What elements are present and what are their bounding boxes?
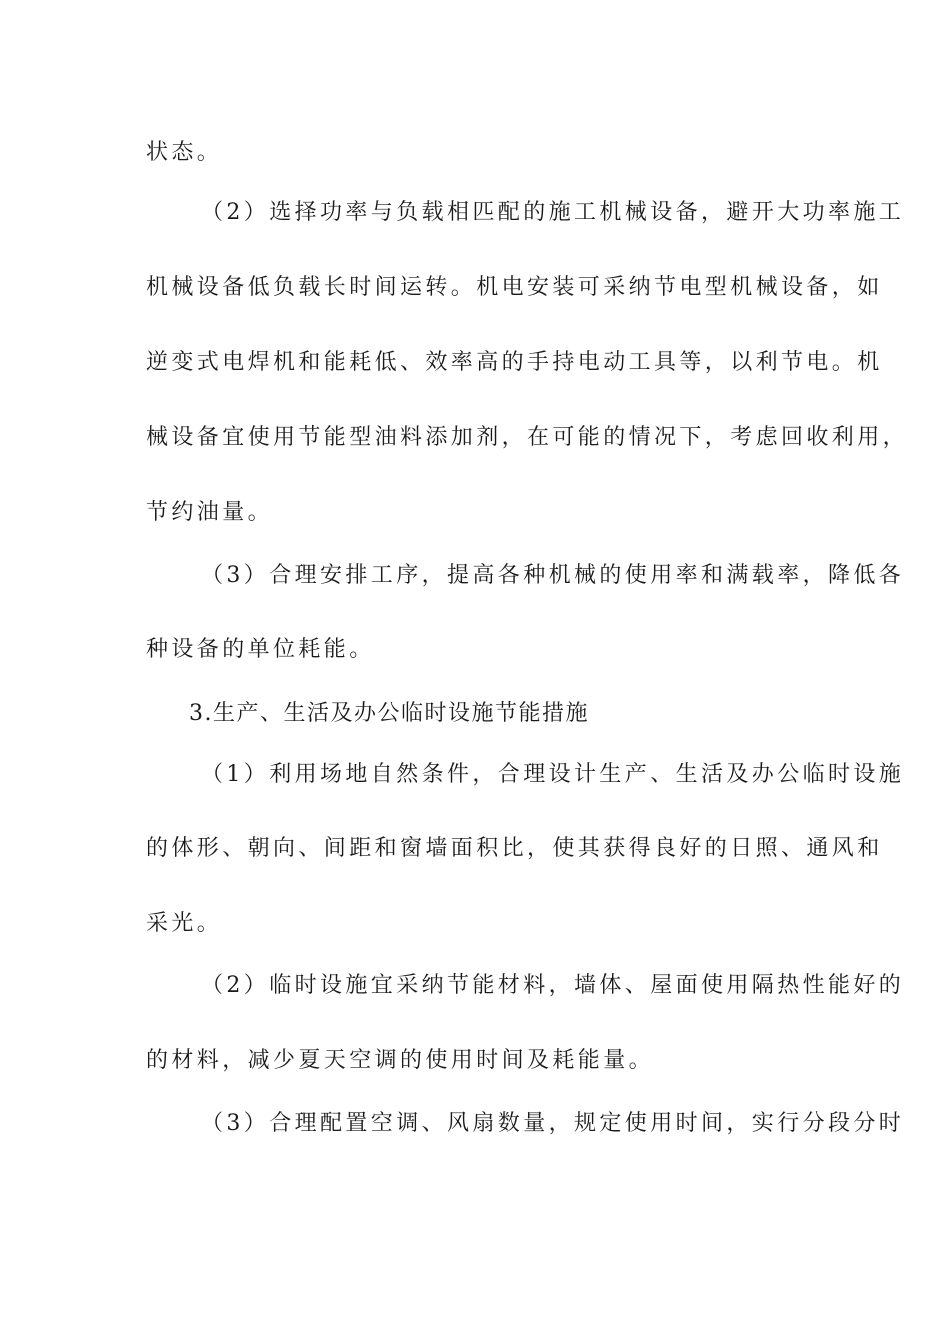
text-line-indented: （3）合理配置空调、风扇数量，规定使用时间，实行分段分时	[201, 1111, 905, 1136]
text-line-indented: （1）利用场地自然条件，合理设计生产、生活及办公临时设施	[201, 762, 905, 787]
text-line: 节约油量。	[146, 500, 274, 525]
text-line: 的材料，减少夏天空调的使用时间及耗能量。	[146, 1048, 655, 1073]
text-line: 机械设备低负载长时间运转。机电安装可采纳节电型机械设备，如	[146, 275, 883, 300]
text-line: 逆变式电焊机和能耗低、效率高的手持电动工具等，以利节电。机	[146, 350, 883, 375]
text-line: 械设备宜使用节能型油料添加剂，在可能的情况下，考虑回收利用，	[146, 425, 909, 450]
section-heading: 3.生产、生活及办公临时设施节能措施	[189, 701, 589, 726]
text-line: 状态。	[146, 140, 223, 165]
text-line: 种设备的单位耗能。	[146, 637, 375, 662]
text-line-indented: （2）临时设施宜采纳节能材料，墙体、屋面使用隔热性能好的	[201, 973, 905, 998]
text-line: 采光。	[146, 911, 223, 936]
text-line-indented: （2）选择功率与负载相匹配的施工机械设备，避开大功率施工	[201, 200, 905, 225]
text-line-indented: （3）合理安排工序，提高各种机械的使用率和满载率，降低各	[201, 563, 905, 588]
text-line: 的体形、朝向、间距和窗墙面积比，使其获得良好的日照、通风和	[146, 836, 883, 861]
